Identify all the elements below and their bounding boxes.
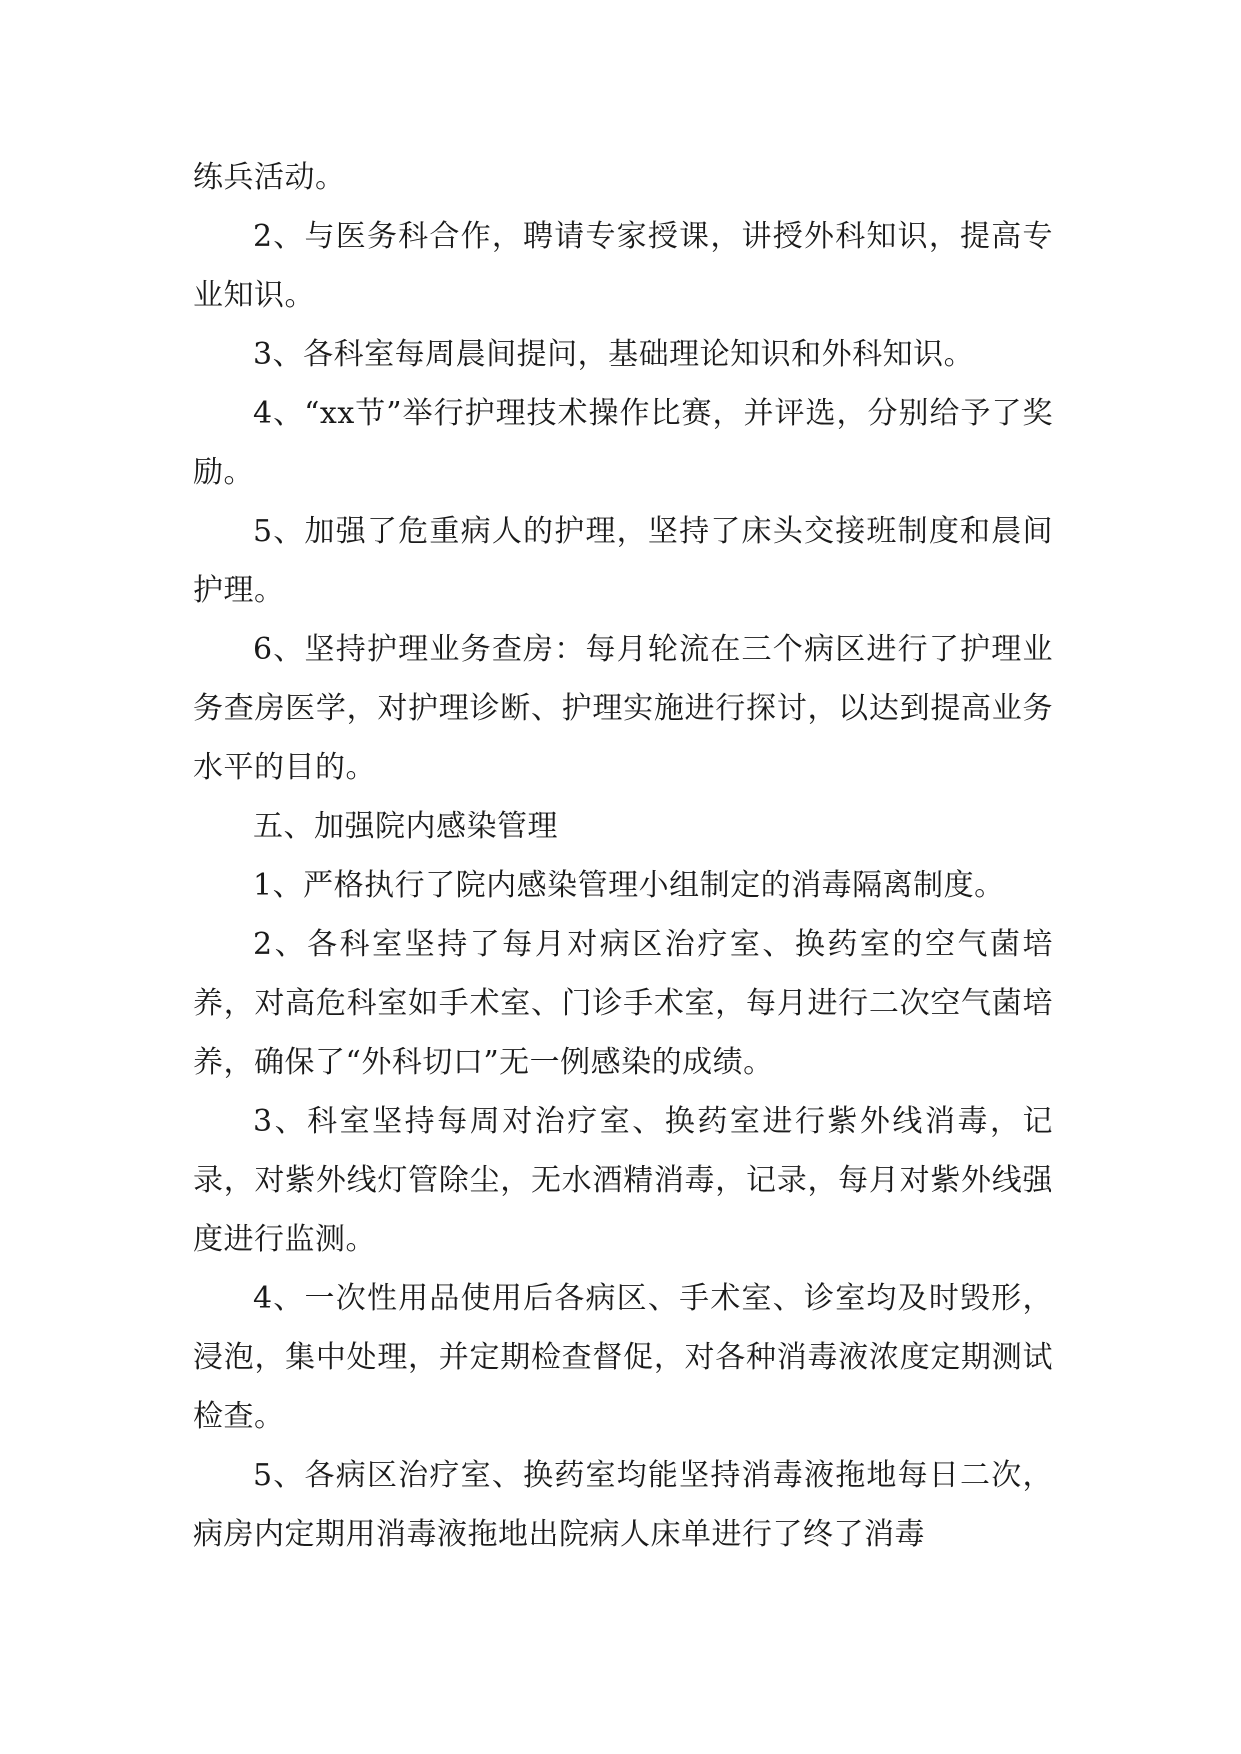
section-heading-infection-control: 五、加强院内感染管理 <box>253 809 558 844</box>
paragraph-infection-item-3: 3、科室坚持每周对治疗室、换药室进行紫外线消毒，记录，对紫外线灯管除尘，无水酒精消毒，记录，每月对紫外线强度进行监测。 <box>193 1104 1053 1257</box>
paragraph-infection-item-1: 1、严格执行了院内感染管理小组制定的消毒隔离制度。 <box>253 868 1005 903</box>
paragraph-infection-item-5: 5、各病区治疗室、换药室均能坚持消毒液拖地每日二次，病房内定期用消毒液拖地出院病人床单进行了终了消毒 <box>193 1458 1053 1552</box>
paragraph-item-3-morning-questions: 3、各科室每周晨间提问，基础理论知识和外科知识。 <box>253 337 975 372</box>
paragraph-infection-item-2: 2、各科室坚持了每月对病区治疗室、换药室的空气菌培养，对高危科室如手术室、门诊手术室，每月进行二次空气菌培养，确保了“外科切口”无一例感染的成绩。 <box>193 927 1053 1080</box>
paragraph-infection-item-4: 4、一次性用品使用后各病区、手术室、诊室均及时毁形，浸泡，集中处理，并定期检查督促，对各种消毒液浓度定期测试检查。 <box>193 1281 1053 1434</box>
paragraph-item-4-skills-competition: 4、“xx节”举行护理技术操作比赛，并评选，分别给予了奖励。 <box>193 396 1053 490</box>
paragraph-item-5-critical-care: 5、加强了危重病人的护理，坚持了床头交接班制度和晨间护理。 <box>193 514 1053 608</box>
paragraph-item-6-nursing-rounds: 6、坚持护理业务查房：每月轮流在三个病区进行了护理业务查房医学，对护理诊断、护理实施进行探讨，以达到提高业务水平的目的。 <box>193 632 1053 785</box>
document-body <box>193 148 1053 1564</box>
paragraph-continuation: 练兵活动。 <box>193 160 346 195</box>
paragraph-item-2-expert-lectures: 2、与医务科合作，聘请专家授课，讲授外科知识，提高专业知识。 <box>193 219 1053 313</box>
